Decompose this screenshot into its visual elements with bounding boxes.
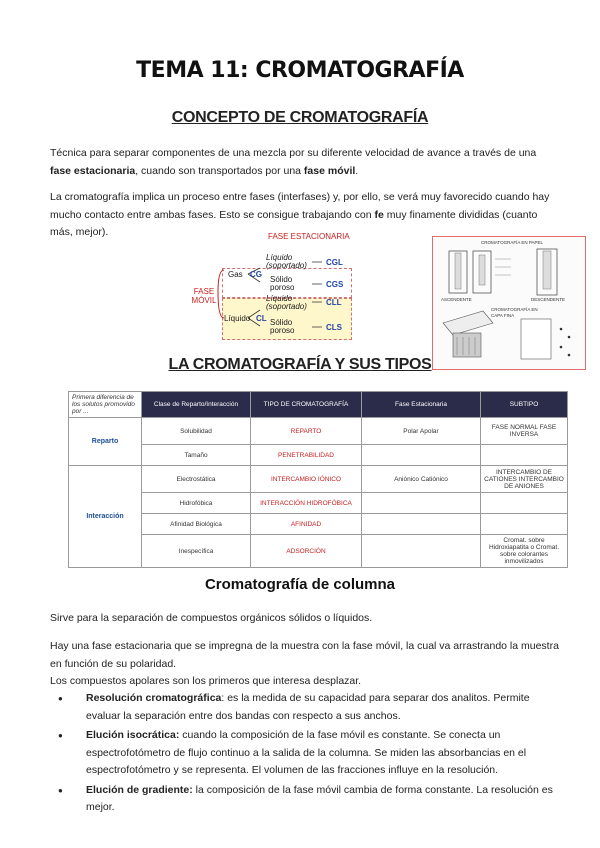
table-cell	[481, 445, 568, 466]
capa-fina-label: CROMATOGRAFÍA EN CAPA FINA	[491, 307, 538, 318]
chromatography-types-table	[68, 391, 568, 568]
table-cell: Afinidad Biológica	[142, 514, 251, 535]
table-row	[69, 493, 568, 514]
liquido-soportado-2: Líquido (soportado)	[266, 294, 307, 311]
table-cell	[362, 493, 481, 514]
table-cell: Tamaño	[142, 445, 251, 466]
table-header-cell: Clase de Reparto/Interacción	[142, 392, 251, 418]
table-cell: Electrostática	[142, 466, 251, 493]
table-cell	[481, 493, 568, 514]
ascendente-label: ASCENDENTE	[441, 297, 472, 302]
table-cell: REPARTO	[251, 418, 362, 445]
paper-chromatography-caption: CROMATOGRAFÍA EN PAPEL	[481, 240, 544, 245]
columna-paragraph-2: Hay una fase estacionaria que se impregna de la muestra con la fase móvil, la cual va arrastrando la muestra en función de su polaridad.	[50, 640, 559, 670]
page-title: TEMA 11: CROMATOGRAFÍA	[136, 58, 464, 83]
fase-movil-label: FASE MÓVIL	[191, 287, 217, 305]
cls-label: CLS	[326, 323, 342, 332]
columna-heading: Cromatografía de columna	[204, 576, 396, 593]
classification-diagram	[190, 232, 365, 342]
cl-label: CL	[256, 314, 267, 323]
tipos-heading: LA CROMATOGRAFÍA Y SUS TIPOS	[168, 356, 432, 373]
cgl-label: CGL	[326, 258, 343, 267]
list-item: ● Elución de gradiente: la composición de la fase móvil cambia de forma constante. La resolución es mejor.	[50, 782, 560, 817]
table-header-row	[69, 392, 568, 418]
columna-paragraph-3: Los compuestos apolares son los primeros que interesa desplazar.	[50, 675, 362, 687]
table-cell: INTERCAMBIO IÓNICO	[251, 466, 362, 493]
table-header-cell: Fase Estacionaria	[362, 392, 481, 418]
table-cell: Cromat. sobre Hidroxiapatita o Cromat. sobre colorantes inmovilizados	[481, 535, 568, 568]
table-cell: Inespecífica	[142, 535, 251, 568]
table-header-cell: TIPO DE CROMATOGRAFÍA	[251, 392, 362, 418]
list-item: ● Resolución cromatográfica: es la medida de su capacidad para separar dos analitos. Permite evaluar la separación entre dos bandas con respecto a sus anchos.	[50, 690, 560, 725]
table-header-cell: SUBTIPO	[481, 392, 568, 418]
table-cell: FASE NORMAL FASE INVERSA	[481, 418, 568, 445]
concept-paragraph-2: La cromatografía implica un proceso entre fases (interfases) y, por ello, se verá muy favorecido cuando hay mucho contacto entre ambas fases. Esto se consigue trabajando con fe muy finamente divididas (cuanto más, mejor).	[50, 191, 550, 238]
table-row	[69, 445, 568, 466]
table-cell: Aniónico Catiónico	[362, 466, 481, 493]
concept-paragraph-1: Técnica para separar componentes de una mezcla por su diferente velocidad de avance a través de una fase estacionaria, cuando son transportados por una fase móvil.	[50, 147, 537, 177]
list-item: ● Elución isocrática: cuando la composición de la fase móvil es constante. Se conecta un espectrofotómetro de flujo continuo a la salida de la columna. Se miden las absorbancias en el espectrofotómetro y se representa. El volumen de las fracciones influye en la resolución.	[50, 727, 560, 780]
table-header-cell: Primera diferencia de los solutos promovido por ...	[69, 392, 142, 418]
table-cell: ADSORCIÓN	[251, 535, 362, 568]
concept-heading: CONCEPTO DE CROMATOGRAFÍA	[171, 109, 429, 126]
liquido-soportado-1: Líquido (soportado)	[266, 253, 307, 270]
table-row	[69, 535, 568, 568]
cll-label: CLL	[326, 298, 342, 307]
solido-poroso-2: Sólido poroso	[270, 318, 295, 335]
descendente-label: DESCENDENTE	[531, 297, 566, 302]
table-cell: INTERCAMBIO DE CATIONES INTERCAMBIO DE ANIONES	[481, 466, 568, 493]
columna-paragraph-1: Sirve para la separación de compuestos orgánicos sólidos o líquidos.	[50, 612, 373, 624]
solido-poroso-1: Sólido poroso	[270, 275, 295, 292]
table-cell: AFINIDAD	[251, 514, 362, 535]
table-cell: Solubilidad	[142, 418, 251, 445]
columna-bullet-list	[50, 690, 560, 819]
cg-label: CG	[250, 270, 262, 279]
table-row	[69, 418, 568, 445]
cgs-label: CGS	[326, 280, 344, 289]
table-cell	[481, 514, 568, 535]
table-cell	[362, 535, 481, 568]
table-cell: Polar Apolar	[362, 418, 481, 445]
apparatus-drawing	[433, 237, 585, 369]
table-row	[69, 514, 568, 535]
table-cell: Hidrofóbica	[142, 493, 251, 514]
table-cell	[362, 445, 481, 466]
table-cell	[362, 514, 481, 535]
table-cell: PENETRABILIDAD	[251, 445, 362, 466]
liquido-label: Líquido	[224, 314, 251, 323]
gas-label: Gas	[228, 270, 243, 279]
group-interaccion: Interacción	[69, 466, 142, 568]
table-row	[69, 466, 568, 493]
apparatus-figure	[432, 236, 586, 370]
group-reparto: Reparto	[69, 418, 142, 466]
fase-estacionaria-label: FASE ESTACIONARIA	[268, 232, 350, 241]
table-cell: INTERACCIÓN HIDROFÓBICA	[251, 493, 362, 514]
